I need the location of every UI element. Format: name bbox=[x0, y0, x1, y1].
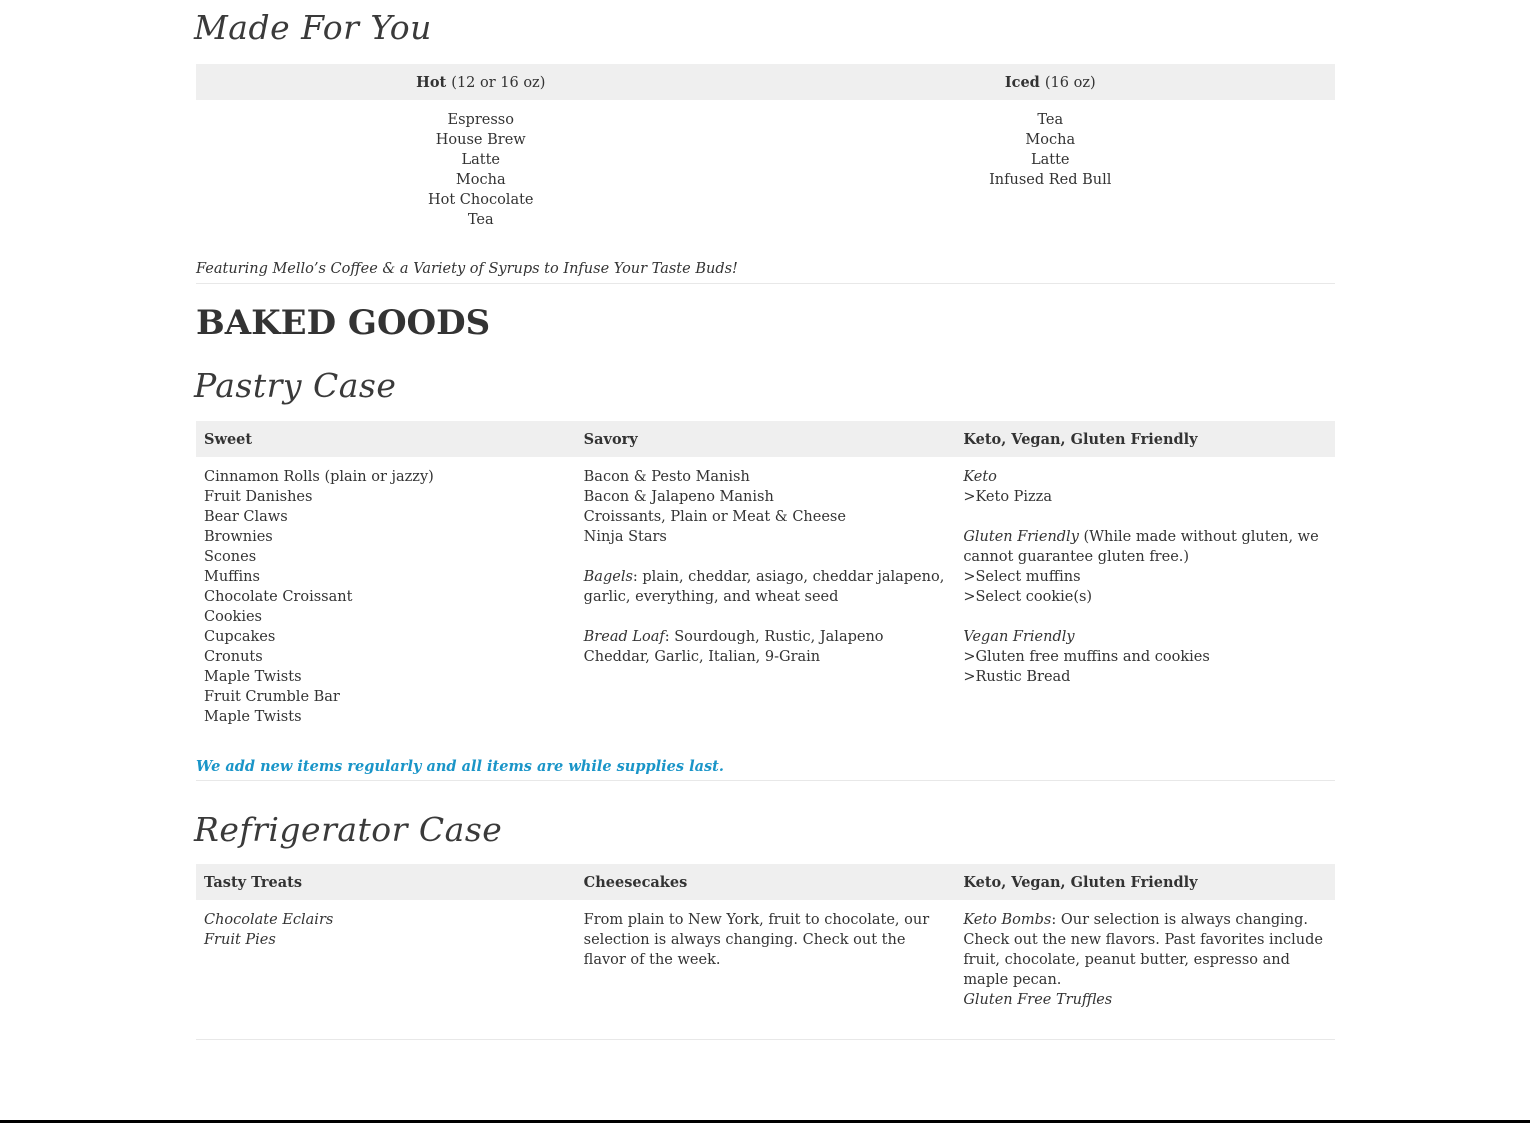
bagels-text: : plain, cheddar, asiago, cheddar jalapeno, garlic, everything, and wheat seed bbox=[583, 569, 945, 605]
spacer bbox=[963, 607, 1327, 627]
list-item: Chocolate Eclairs bbox=[204, 912, 334, 928]
cheesecakes-header: Cheesecakes bbox=[583, 873, 688, 891]
list-item: Tea bbox=[467, 212, 494, 228]
list-item: Latte bbox=[461, 152, 500, 168]
truffles-item: Gluten Free Truffles bbox=[963, 992, 1113, 1008]
coffee-note: Featuring Mello’s Coffee & a Variety of Syrups to Infuse Your Taste Buds! bbox=[196, 261, 738, 277]
divider bbox=[196, 283, 1335, 284]
hot-size: (12 or 16 oz) bbox=[451, 74, 546, 91]
gluten-friendly-item bbox=[963, 527, 1327, 567]
list-item: Bacon & Jalapeno Manish bbox=[583, 489, 774, 505]
bagels-label: Bagels bbox=[583, 569, 633, 585]
bread-text: : Sourdough, Rustic, Jalapeno Cheddar, Garlic, Italian, 9-Grain bbox=[583, 629, 884, 665]
spacer bbox=[584, 607, 948, 627]
supplies-note: We add new items regularly and all items are while supplies last. bbox=[196, 758, 724, 775]
keto-vegan-gf-header: Keto, Vegan, Gluten Friendly bbox=[963, 873, 1198, 891]
list-item: Bear Claws bbox=[204, 509, 288, 525]
tasty-treats-header: Tasty Treats bbox=[204, 873, 302, 891]
list-item: Chocolate Croissant bbox=[204, 589, 353, 605]
bread-item bbox=[584, 627, 948, 667]
hot-label: Hot bbox=[416, 73, 447, 91]
list-item: Scones bbox=[204, 549, 257, 565]
list-item: Maple Twists bbox=[204, 709, 302, 725]
iced-size: (16 oz) bbox=[1044, 74, 1096, 91]
keto-vegan-gf-header: Keto, Vegan, Gluten Friendly bbox=[963, 430, 1198, 448]
made-for-you-heading: Made For You bbox=[194, 8, 432, 47]
list-item: Mocha bbox=[1025, 132, 1076, 148]
list-item: >Select cookie(s) bbox=[963, 589, 1093, 605]
refrigerator-case-heading: Refrigerator Case bbox=[194, 810, 503, 849]
list-item: >Rustic Bread bbox=[963, 669, 1071, 685]
pastry-case-heading: Pastry Case bbox=[194, 366, 397, 405]
spacer bbox=[963, 507, 1327, 527]
keto-bombs-text: : Our selection is always changing. Check out the new flavors. Past favorites include fruit, chocolate, peanut butter, espresso and maple pecan. bbox=[963, 912, 1323, 988]
cheesecakes-text: From plain to New York, fruit to chocolate, our selection is always changing. Check out the flavor of the week. bbox=[583, 912, 930, 968]
savory-list bbox=[576, 457, 956, 727]
list-item: House Brew bbox=[435, 132, 526, 148]
sweet-header: Sweet bbox=[204, 430, 253, 448]
iced-header bbox=[766, 64, 1336, 100]
list-item: Infused Red Bull bbox=[989, 172, 1112, 188]
keto-vegan-gf-list bbox=[955, 900, 1335, 1010]
list-item: >Keto Pizza bbox=[963, 489, 1052, 505]
keto-bombs-label: Keto Bombs bbox=[963, 912, 1052, 928]
bread-label: Bread Loaf bbox=[583, 629, 665, 645]
list-item: >Select muffins bbox=[963, 569, 1081, 585]
list-item: Fruit Crumble Bar bbox=[204, 689, 340, 705]
spacer bbox=[584, 547, 948, 567]
list-item: Maple Twists bbox=[204, 669, 302, 685]
sweet-list bbox=[196, 457, 576, 727]
list-item: Cookies bbox=[204, 609, 262, 625]
list-item: Brownies bbox=[204, 529, 273, 545]
list-item: Muffins bbox=[204, 569, 260, 585]
list-item: Bacon & Pesto Manish bbox=[583, 469, 750, 485]
gluten-friendly-label: Gluten Friendly bbox=[963, 529, 1079, 545]
drinks-table bbox=[196, 64, 1335, 230]
keto-vegan-gf-list bbox=[955, 457, 1335, 727]
refrigerator-table bbox=[196, 864, 1335, 1010]
pastry-table bbox=[196, 421, 1335, 727]
vegan-friendly-label: Vegan Friendly bbox=[963, 629, 1075, 645]
divider bbox=[196, 1039, 1335, 1040]
keto-label: Keto bbox=[963, 469, 997, 485]
gluten-friendly-text: (While made without gluten, we cannot guarantee gluten free.) bbox=[963, 529, 1319, 565]
divider bbox=[196, 780, 1335, 781]
keto-bombs-item bbox=[963, 910, 1327, 990]
list-item: >Gluten free muffins and cookies bbox=[963, 649, 1210, 665]
iced-label: Iced bbox=[1004, 73, 1040, 91]
list-item: Cinnamon Rolls (plain or jazzy) bbox=[204, 469, 434, 485]
baked-goods-heading: BAKED GOODS bbox=[196, 303, 491, 343]
bagels-item bbox=[584, 567, 948, 607]
list-item: Mocha bbox=[455, 172, 506, 188]
list-item: Cronuts bbox=[204, 649, 263, 665]
list-item: Croissants, Plain or Meat & Cheese bbox=[583, 509, 846, 525]
list-item: Ninja Stars bbox=[583, 529, 667, 545]
hot-header bbox=[196, 64, 766, 100]
iced-drinks-list bbox=[766, 100, 1336, 230]
savory-header: Savory bbox=[583, 430, 638, 448]
list-item: Fruit Pies bbox=[204, 932, 276, 948]
tasty-treats-list bbox=[196, 900, 576, 1010]
list-item: Hot Chocolate bbox=[427, 192, 534, 208]
hot-drinks-list bbox=[196, 100, 766, 230]
list-item: Cupcakes bbox=[204, 629, 276, 645]
list-item: Fruit Danishes bbox=[204, 489, 313, 505]
list-item: Espresso bbox=[447, 112, 514, 128]
list-item: Tea bbox=[1037, 112, 1064, 128]
list-item: Latte bbox=[1030, 152, 1070, 168]
